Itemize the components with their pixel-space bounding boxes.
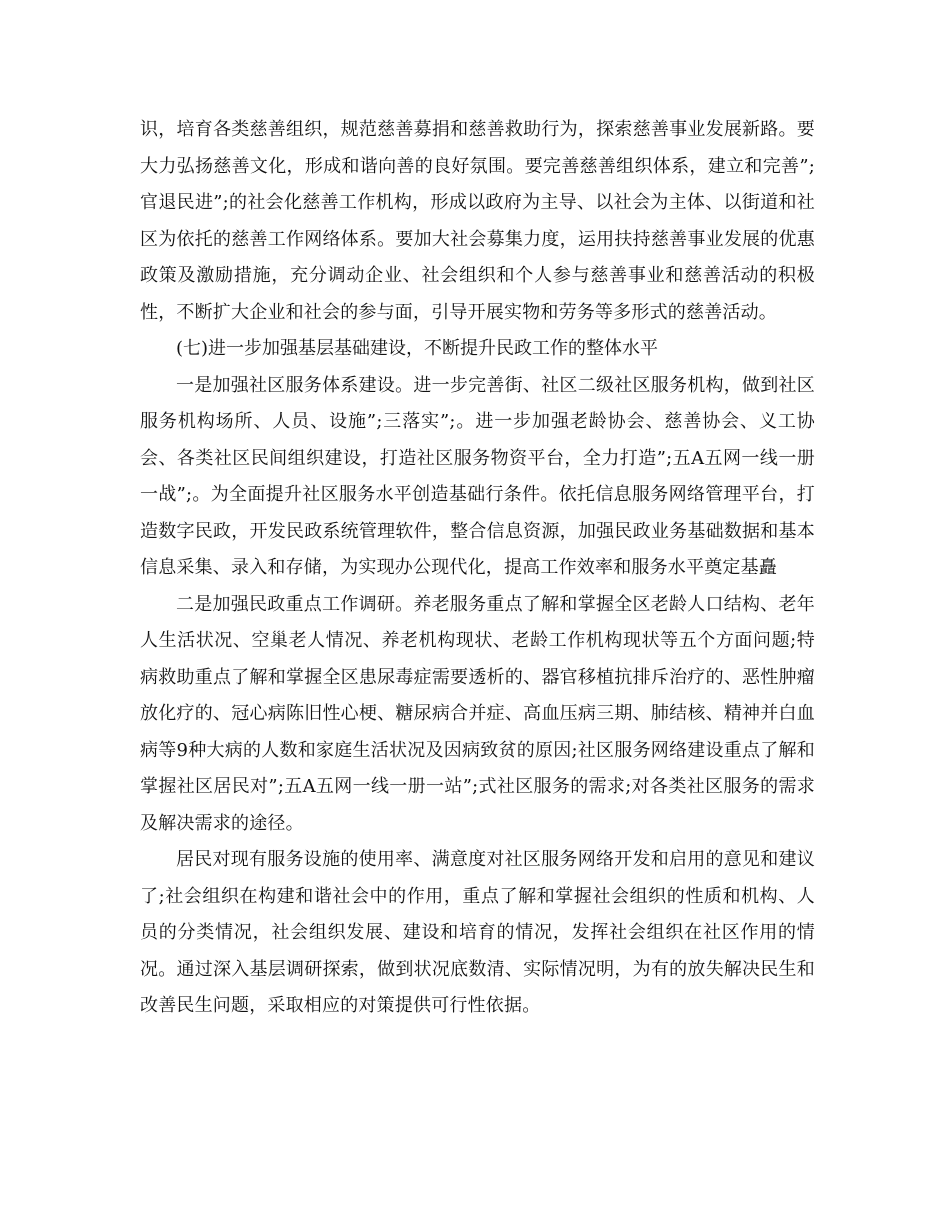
paragraph-research: 二是加强民政重点工作调研。养老服务重点了解和掌握全区老龄人口结构、老年人生活状况、空巢老人情况、养老机构现状、老龄工作机构现状等五个方面问题;特病救助重点了解和掌握全区患尿毒症需要透析的、器官移植抗排斥治疗的、恶性肿瘤放化疗的、冠心病陈旧性心梗、糖尿病合并症、高血压病三期、肺结核、精神并白血病等9种大病的人数和家庭生活状况及因病致贫的原因;社区服务网络建设重点了解和掌握社区居民对”;五A五网一线一册一站”;式社区服务的需求;对各类社区服务的需求及解决需求的途径。 bbox=[140, 593, 815, 834]
section-heading-7: (七)进一步加强基层基础建设，不断提升民政工作的整体水平 bbox=[176, 338, 659, 359]
paragraph-residents: 居民对现有服务设施的使用率、满意度对社区服务网络开发和启用的意见和建议了;社会组织在构建和谐社会中的作用，重点了解和掌握社会组织的性质和机构、人员的分类情况，社会组织发展、建设和培育的情况，发挥社会组织在社区作用的情况。通过深入基层调研探索，做到状况底数清、实际情况明，为有的放失解决民生和改善民生问题，采取相应的对策提供可行性依据。 bbox=[140, 849, 815, 1016]
paragraph-community-service: 一是加强社区服务体系建设。进一步完善街、社区二级社区服务机构，做到社区服务机构场所、人员、设施”;三落实”;。进一步加强老龄协会、慈善协会、义工协会、各类社区民间组织建设，打造社区服务物资平台，全力打造”;五A五网一线一册一战”;。为全面提升社区服务水平创造基础行条件。依托信息服务网络管理平台，打造数字民政，开发民政系统管理软件，整合信息资源，加强民政业务基础数据和基本信息采集、录入和存储，为实现办公现代化，提高工作效率和服务水平奠定基矗 bbox=[140, 374, 815, 578]
paragraph-charity-continued: 识，培育各类慈善组织，规范慈善募捐和慈善救助行为，探索慈善事业发展新路。要大力弘扬慈善文化，形成和谐向善的良好氛围。要完善慈善组织体系，建立和完善”;官退民进”;的社会化慈善工作机构，形成以政府为主导、以社会为主体、以街道和社区为依托的慈善工作网络体系。要加大社会募集力度，运用扶持慈善事业发展的优惠政策及激励措施，充分调动企业、社会组织和个人参与慈善事业和慈善活动的积极性，不断扩大企业和社会的参与面，引导开展实物和劳务等多形式的慈善活动。 bbox=[140, 119, 815, 323]
document-body bbox=[140, 112, 815, 1025]
